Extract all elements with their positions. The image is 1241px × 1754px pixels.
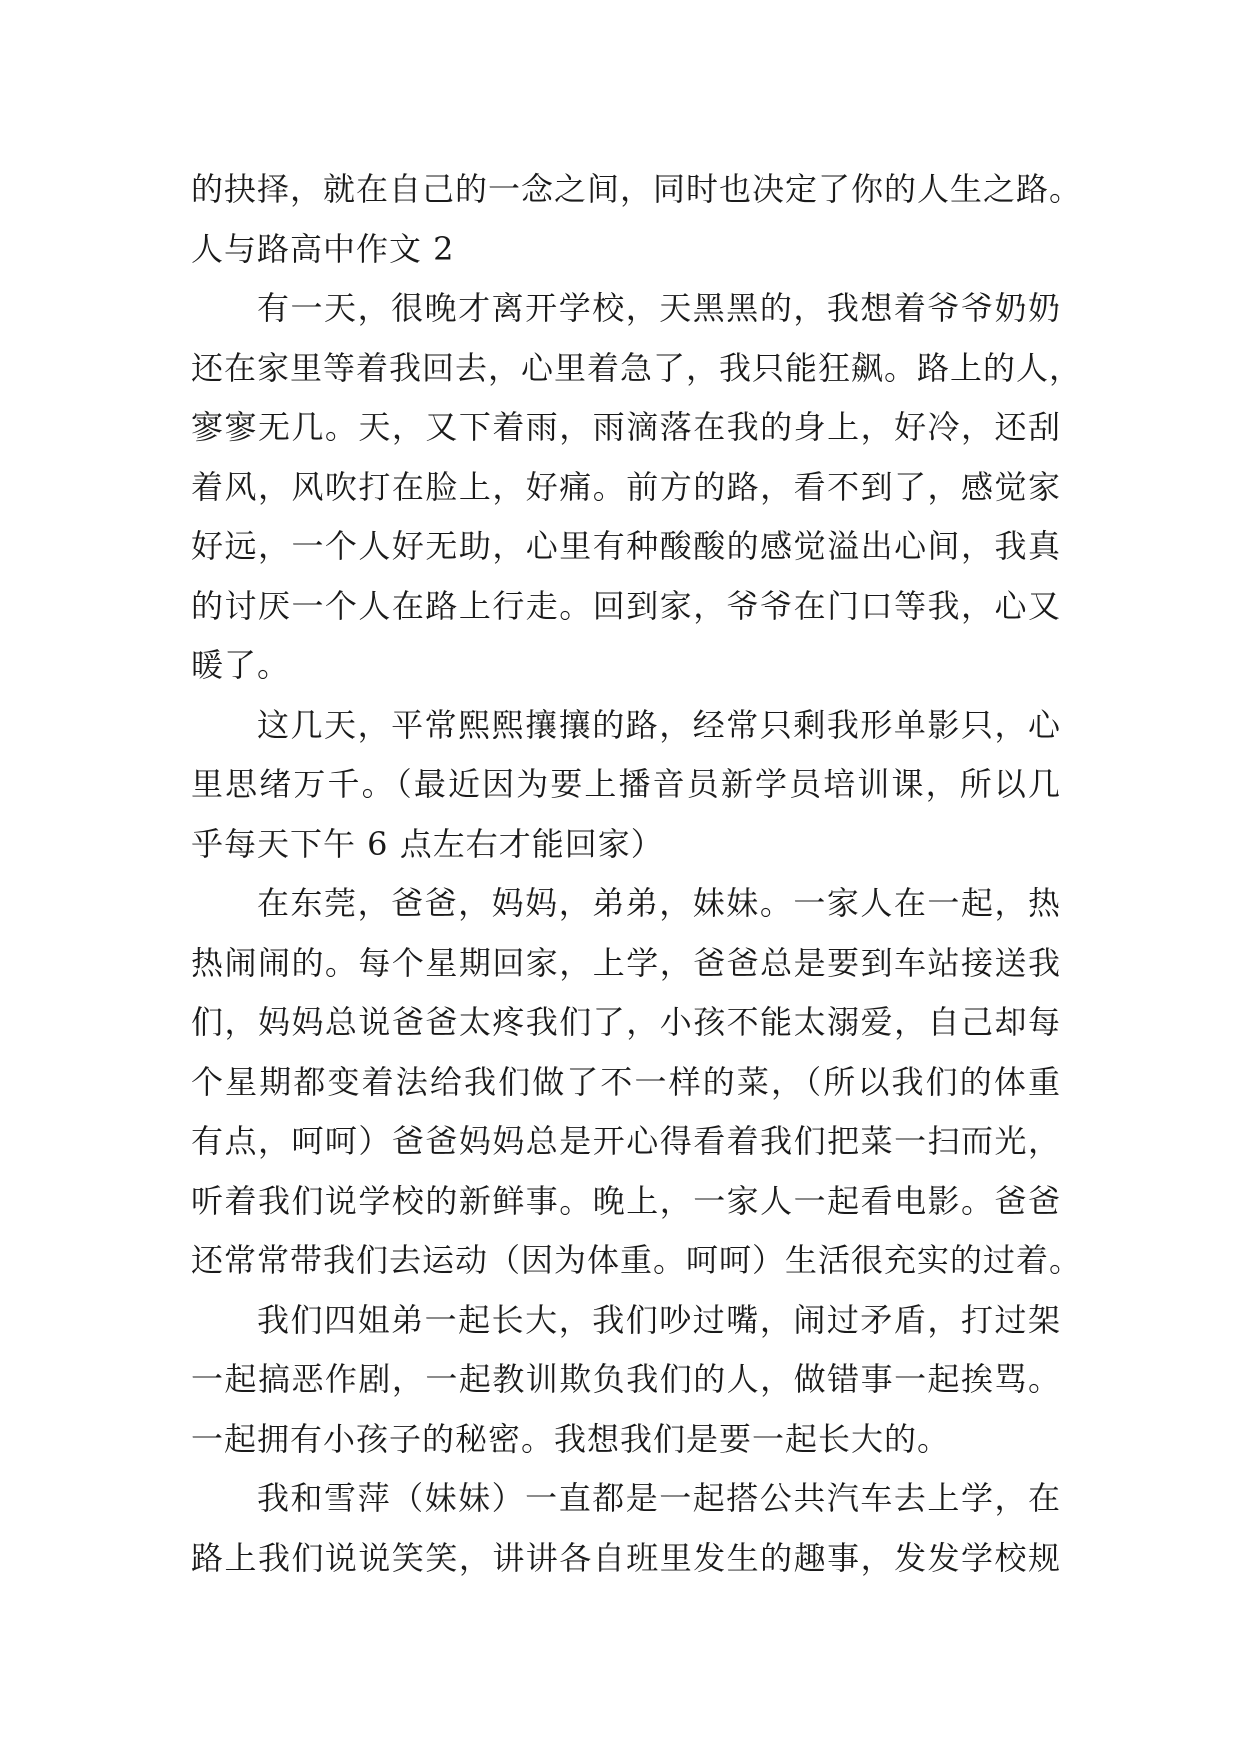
text-line: 在东莞，爸爸，妈妈，弟弟，妹妹。一家人在一起，热	[257, 884, 1061, 922]
text-line: 寥寥无几。天，又下着雨，雨滴落在我的身上，好冷，还刮	[191, 408, 1061, 446]
body-text	[191, 160, 1083, 1588]
text-line: 还在家里等着我回去，心里着急了，我只能狂飙。路上的人，	[191, 348, 1083, 387]
text-line: 里思绪万千。（最近因为要上播音员新学员培训课，所以几	[191, 765, 1061, 803]
text-line: 我们四姐弟一起长大，我们吵过嘴，闹过矛盾，打过架	[257, 1300, 1061, 1339]
text-line: 们，妈妈总说爸爸太疼我们了，小孩不能太溺爱，自己却每	[191, 1003, 1061, 1041]
text-line: 我和雪萍（妹妹）一直都是一起搭公共汽车去上学，在	[257, 1479, 1061, 1517]
text-line: 有点，呵呵）爸爸妈妈总是开心得看着我们把菜一扫而光，	[191, 1122, 1061, 1160]
text-line: 的讨厌一个人在路上行走。回到家，爷爷在门口等我，心又	[191, 586, 1061, 625]
section-heading: 人与路高中作文 2	[191, 229, 455, 268]
text-line: 一起拥有小孩子的秘密。我想我们是要一起长大的。	[191, 1419, 951, 1458]
text-line: 有一天，很晚才离开学校，天黑黑的，我想着爷爷奶奶	[257, 289, 1061, 327]
text-line: 还常常带我们去运动（因为体重。呵呵）生活很充实的过着。	[191, 1241, 1083, 1279]
text-line: 暖了。	[191, 646, 291, 684]
text-line: 听着我们说学校的新鲜事。晚上，一家人一起看电影。爸爸	[191, 1181, 1061, 1220]
text-line: 一起搞恶作剧，一起教训欺负我们的人，做错事一起挨骂。	[191, 1360, 1061, 1398]
text-line: 的抉择，就在自己的一念之间，同时也决定了你的人生之路。	[191, 170, 1083, 208]
text-line: 这几天，平常熙熙攘攘的路，经常只剩我形单影只，心	[257, 705, 1061, 744]
text-line: 着风，风吹打在脸上，好痛。前方的路，看不到了，感觉家	[191, 467, 1061, 506]
text-line: 乎每天下午 6 点左右才能回家）	[191, 824, 664, 863]
text-line: 热闹闹的。每个星期回家，上学，爸爸总是要到车站接送我	[191, 943, 1061, 982]
text-line: 路上我们说说笑笑，讲讲各自班里发生的趣事，发发学校规	[191, 1538, 1061, 1577]
text-line: 个星期都变着法给我们做了不一样的菜，（所以我们的体重	[191, 1062, 1061, 1101]
text-line: 好远，一个人好无助，心里有种酸酸的感觉溢出心间，我真	[191, 527, 1061, 565]
